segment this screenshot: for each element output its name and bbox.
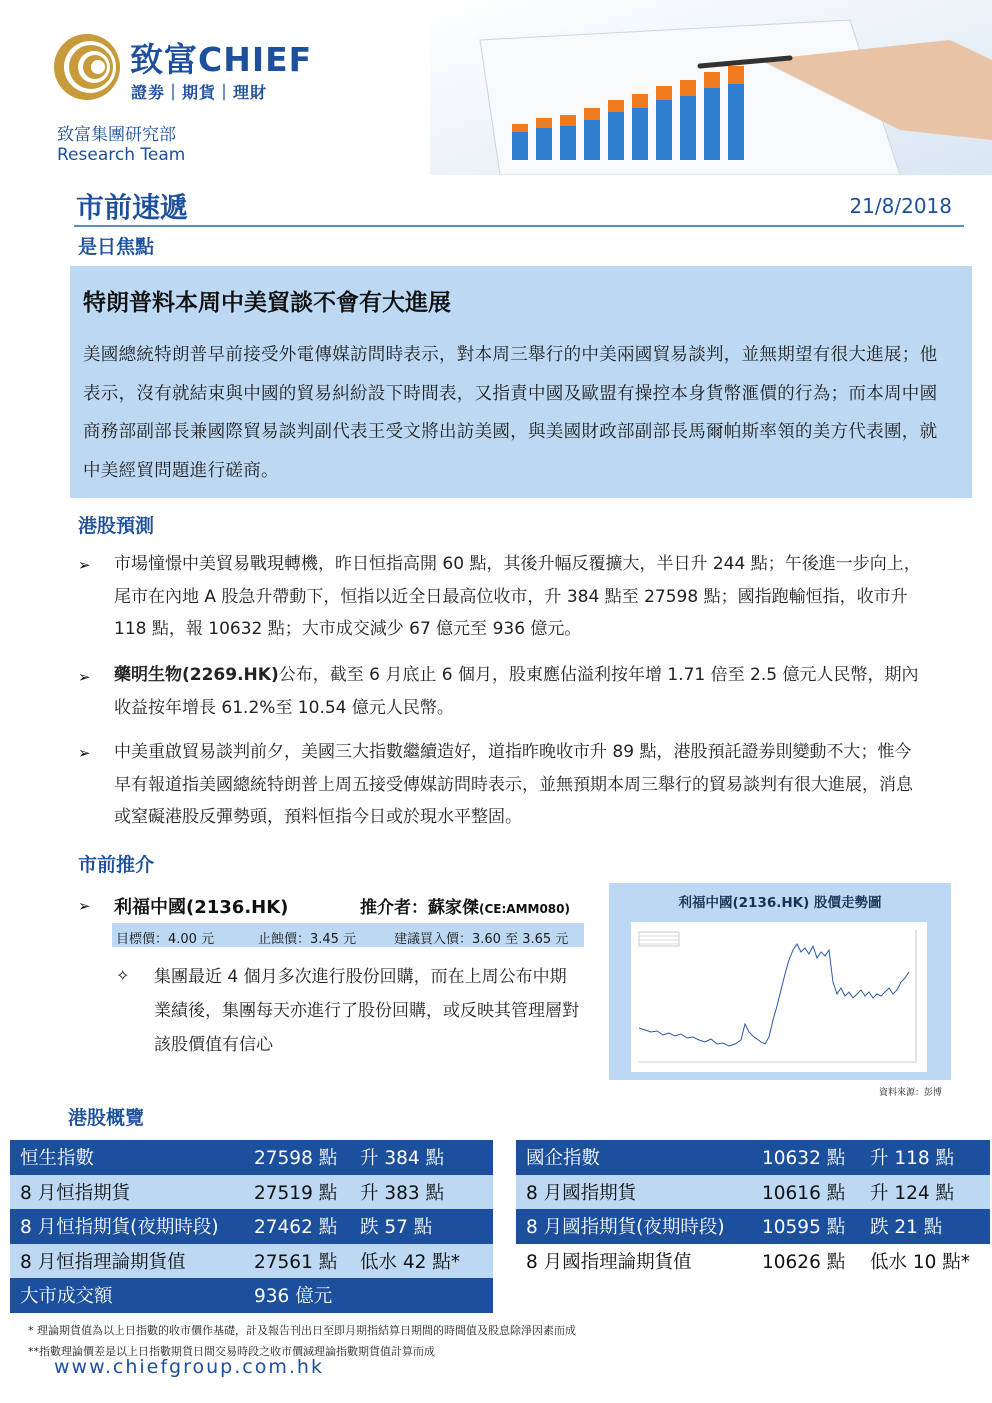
table-cell-name: 8 月國指期貨(夜期時段) bbox=[516, 1209, 762, 1244]
table-cell-name: 國企指數 bbox=[516, 1140, 762, 1175]
table-cell-name: 8 月恒指期貨 bbox=[10, 1175, 254, 1210]
brand-name: 致富CHIEF bbox=[130, 40, 313, 79]
buy-price: 建議買入價：3.60 至 3.65 元 bbox=[394, 932, 569, 947]
document-title: 市前速遞 bbox=[76, 191, 189, 224]
table-row bbox=[516, 1140, 990, 1175]
table-row bbox=[10, 1209, 493, 1244]
pick-price-bar bbox=[112, 923, 584, 947]
table-cell-change: 升 384 點 bbox=[360, 1140, 493, 1175]
table-row bbox=[10, 1175, 493, 1210]
table-cell-name: 8 月國指期貨 bbox=[516, 1175, 762, 1210]
forecast-bullet-2-text: 公布，截至 6 月底止 6 個月，股東應佔溢利按年增 1.71 倍至 2.5 億元人民幣，期內收益按年增長 61.2%至 10.54 億元人民幣。 bbox=[114, 665, 919, 718]
website-link[interactable]: www.chiefgroup.com.hk bbox=[54, 1356, 324, 1378]
recommender-label: 推介者：蘇家傑 bbox=[360, 898, 479, 918]
table-cell-change: 升 118 點 bbox=[870, 1140, 990, 1175]
logo-icon bbox=[52, 32, 122, 102]
chart-source: 資料來源：彭博 bbox=[878, 1088, 942, 1098]
table-row bbox=[10, 1140, 493, 1175]
table-row bbox=[516, 1244, 990, 1279]
bullet-arrow-icon: ➢ bbox=[78, 744, 91, 762]
target-price: 目標價：4.00 元 bbox=[116, 932, 215, 947]
stock-chart-title: 利福中國(2136.HK) 股價走勢圖 bbox=[678, 895, 882, 911]
table-cell-change bbox=[360, 1278, 493, 1313]
table-cell-value: 27598 點 bbox=[254, 1140, 360, 1175]
bullet-arrow-icon: ➢ bbox=[78, 897, 91, 915]
section-title-forecast: 港股預測 bbox=[78, 515, 155, 537]
diamond-bullet-icon: ✧ bbox=[116, 966, 130, 985]
hsce-table bbox=[516, 1140, 990, 1278]
pick-recommender bbox=[360, 893, 570, 918]
table-cell-name: 8 月國指理論期貨值 bbox=[516, 1244, 762, 1279]
bullet-arrow-icon: ➢ bbox=[78, 556, 91, 574]
section-title-pick: 市前推介 bbox=[78, 854, 155, 876]
section-title-overview: 港股概覽 bbox=[68, 1107, 145, 1129]
forecast-bullet-2 bbox=[114, 659, 922, 724]
table-cell-change: 低水 10 點* bbox=[870, 1244, 990, 1279]
pick-stock-name: 利福中國(2136.HK) bbox=[114, 897, 289, 918]
title-divider bbox=[74, 225, 964, 227]
table-cell-name: 恒生指數 bbox=[10, 1140, 254, 1175]
table-cell-value: 27462 點 bbox=[254, 1209, 360, 1244]
brand-subtitle: 證劵｜期貨｜理財 bbox=[131, 83, 268, 102]
table-row bbox=[10, 1244, 493, 1279]
table-cell-change: 跌 57 點 bbox=[360, 1209, 493, 1244]
table-cell-name: 8 月恒指理論期貨值 bbox=[10, 1244, 254, 1279]
table-cell-value: 10626 點 bbox=[762, 1244, 870, 1279]
table-cell-change: 升 124 點 bbox=[870, 1175, 990, 1210]
document-date: 21/8/2018 bbox=[849, 194, 952, 218]
pick-reason: 集團最近 4 個月多次進行股份回購，而在上周公布中期業績後，集團每天亦進行了股份回購，或反映其管理層對該股價值有信心 bbox=[154, 967, 579, 1055]
footnote-1: * 理論期貨值為以上日指數的收市價作基礎，計及報告刊出日至即月期指結算日期間的時間值及股息除淨因素而成 bbox=[28, 1324, 576, 1337]
forecast-bullet-2-stock: 藥明生物(2269.HK) bbox=[114, 665, 279, 685]
table-row bbox=[10, 1278, 493, 1313]
table-cell-change: 低水 42 點* bbox=[360, 1244, 493, 1279]
table-cell-change: 升 383 點 bbox=[360, 1175, 493, 1210]
table-cell-value: 10616 點 bbox=[762, 1175, 870, 1210]
team-name-cn: 致富集團研究部 bbox=[57, 125, 176, 145]
hero-chart-photo bbox=[430, 0, 992, 175]
table-cell-value: 27561 點 bbox=[254, 1244, 360, 1279]
table-cell-value: 10595 點 bbox=[762, 1209, 870, 1244]
focus-body: 美國總統特朗普早前接受外電傳媒訪問時表示，對本周三舉行的中美兩國貿易談判，並無期望有很大進展；他表示，沒有就結束與中國的貿易糾紛設下時間表，又指責中國及歐盟有操控本身貨幣滙價的行為；而本周中國商務部副部長兼國際貿易談判副代表王受文將出訪美國，與美國財政部副部長馬爾帕斯率領的美方代表團，就中美經貿問題進行磋商。 bbox=[83, 345, 938, 481]
stop-loss-price: 止蝕價：3.45 元 bbox=[258, 932, 357, 947]
focus-headline: 特朗普料本周中美貿談不會有大進展 bbox=[83, 290, 451, 316]
focus-label: 是日焦點 bbox=[78, 236, 155, 258]
table-cell-name: 大市成交額 bbox=[10, 1278, 254, 1313]
recommender-id: (CE:AMM080) bbox=[479, 902, 570, 916]
table-cell-value: 936 億元 bbox=[254, 1278, 360, 1313]
bullet-arrow-icon: ➢ bbox=[78, 668, 91, 686]
forecast-bullet-3: 中美重啟貿易談判前夕，美國三大指數繼續造好，道指昨晚收市升 89 點，港股預託證劵則變動不大；惟今早有報道指美國總統特朗普上周五接受傳媒訪問時表示，並無預期本周三舉行的貿易談判有很大進展，消息或窒礙港股反彈勢頭，預料恒指今日或於現水平整固。 bbox=[114, 742, 913, 827]
forecast-bullet-1: 市場憧憬中美貿易戰現轉機，昨日恒指高開 60 點，其後升幅反覆擴大，半日升 244 點；午後進一步向上，尾市在內地 A 股急升帶動下，恒指以近全日最高位收市，升 384 點至 27598 點；國指跑輸恒指，收市升 118 點，報 10632 點；大市成交減少 67 億元至 936 億元。 bbox=[114, 554, 921, 639]
hsi-table bbox=[10, 1140, 493, 1313]
table-cell-name: 8 月恒指期貨(夜期時段) bbox=[10, 1209, 254, 1244]
footnote-2: **指數理論價差是以上日指數期貨日間交易時段之收市價減理論指數期貨值計算而成 bbox=[28, 1345, 435, 1358]
stock-price-chart bbox=[631, 922, 927, 1072]
table-cell-value: 10632 點 bbox=[762, 1140, 870, 1175]
table-cell-change: 跌 21 點 bbox=[870, 1209, 990, 1244]
table-row bbox=[516, 1175, 990, 1210]
table-row bbox=[516, 1209, 990, 1244]
team-name-en: Research Team bbox=[57, 145, 186, 165]
table-cell-value: 27519 點 bbox=[254, 1175, 360, 1210]
